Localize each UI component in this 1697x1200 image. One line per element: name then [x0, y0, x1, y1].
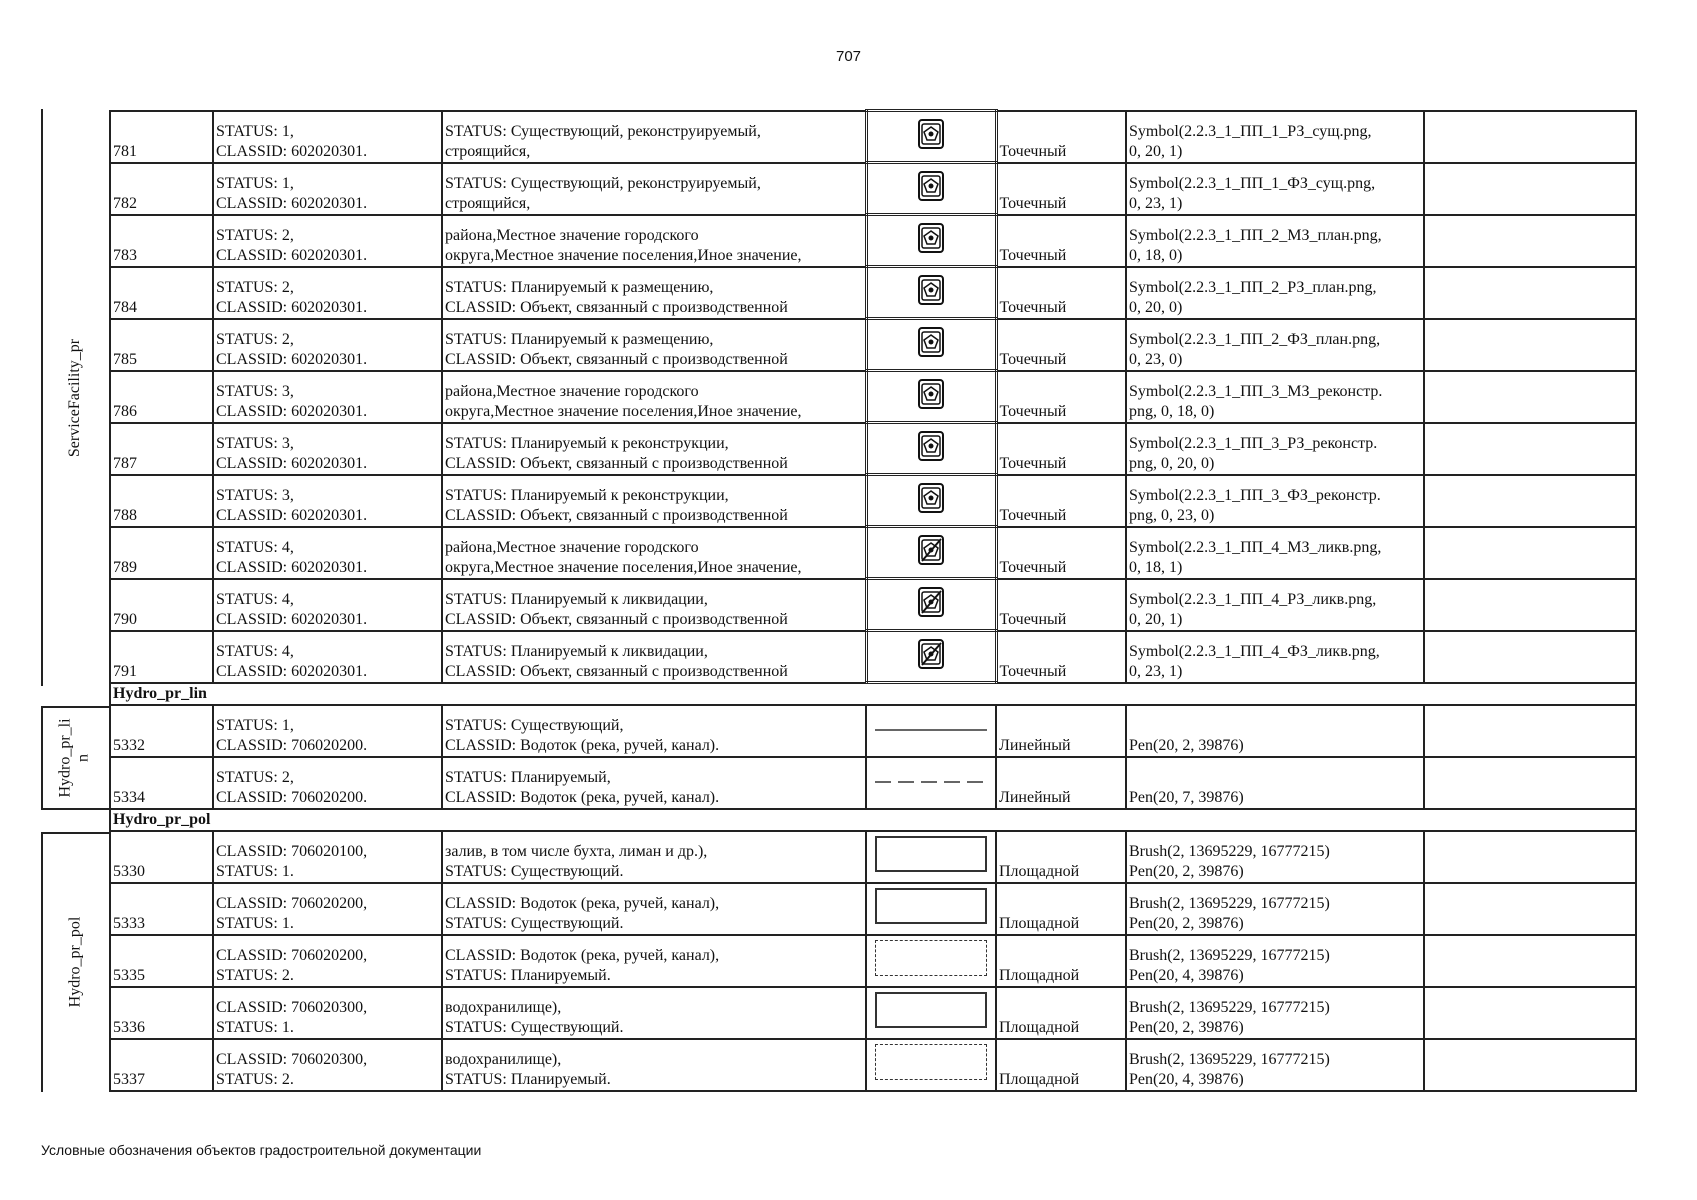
attribute-line-2: CLASSID: 602020301. [216, 402, 368, 420]
attribute-line-1: STATUS: 2, [216, 226, 294, 244]
attribute-line-1: STATUS: 2, [216, 769, 294, 786]
row-id: 790 [110, 579, 213, 631]
geometry-type: Точечный [996, 527, 1126, 579]
table-row [110, 527, 1636, 579]
building-icon [916, 242, 946, 259]
symbol-cell [866, 579, 996, 631]
description-cell [442, 475, 866, 527]
style-cell [1126, 579, 1424, 631]
description-cell [442, 111, 866, 163]
description-cell [442, 371, 866, 423]
description-cell [442, 319, 866, 371]
style-line-1 [1129, 768, 1421, 788]
empty-cell [1424, 371, 1636, 423]
table-row [110, 987, 1636, 1039]
style-cell [1126, 935, 1424, 987]
empty-cell [1424, 883, 1636, 935]
section-title: Hydro_pr_pol [110, 809, 1636, 831]
description-line-1: STATUS: Планируемый к размещению, [445, 278, 714, 296]
style-line-1: Brush(2, 13695229, 16777215) [1129, 1051, 1330, 1068]
table-row [110, 163, 1636, 215]
attribute-line-1: CLASSID: 706020300, [216, 999, 368, 1016]
style-line-1: Symbol(2.2.3_1_ПП_3_ФЗ_реконстр. [1129, 486, 1381, 504]
row-id: 5337 [110, 1039, 213, 1091]
symbol-cell [866, 111, 996, 163]
style-line-2: png, 0, 18, 0) [1129, 402, 1215, 420]
page-number: 707 [835, 48, 862, 65]
attribute-cell [213, 883, 442, 935]
style-line-1: Symbol(2.2.3_1_ПП_2_МЗ_план.png, [1129, 226, 1382, 244]
table-row [110, 757, 1636, 809]
attribute-line-2: CLASSID: 602020301. [216, 454, 368, 472]
style-cell [1126, 371, 1424, 423]
description-line-2: CLASSID: Водоток (река, ручей, канал). [445, 789, 720, 806]
table-row [110, 705, 1636, 757]
style-line-2: 0, 20, 1) [1129, 610, 1183, 628]
style-cell [1126, 267, 1424, 319]
description-line-2: STATUS: Существующий. [445, 863, 624, 880]
description-line-2: CLASSID: Объект, связанный с производственной [445, 350, 788, 368]
empty-cell [1424, 527, 1636, 579]
row-id: 785 [110, 319, 213, 371]
description-line-2: CLASSID: Объект, связанный с производственной [445, 454, 788, 472]
table-row [110, 371, 1636, 423]
style-line-1: Symbol(2.2.3_1_ПП_4_РЗ_ликв.png, [1129, 590, 1377, 608]
solid-area-icon [875, 911, 987, 928]
style-line-2: 0, 23, 0) [1129, 350, 1183, 368]
table-row [110, 111, 1636, 163]
style-line-2: Pen(20, 4, 39876) [1129, 1071, 1244, 1088]
description-line-1: STATUS: Существующий, реконструируемый, [445, 122, 761, 140]
dashed-area-icon [875, 963, 987, 980]
attribute-line-2: CLASSID: 602020301. [216, 610, 368, 628]
table-row [110, 423, 1636, 475]
row-id: 781 [110, 111, 213, 163]
description-line-1: STATUS: Планируемый к реконструкции, [445, 486, 729, 504]
description-cell [442, 215, 866, 267]
attribute-line-1: STATUS: 4, [216, 538, 294, 556]
attribute-line-1: STATUS: 1, [216, 122, 294, 140]
attribute-line-1: CLASSID: 706020200, [216, 947, 368, 964]
symbol-cell [866, 831, 996, 883]
geometry-type: Точечный [996, 475, 1126, 527]
attribute-cell [213, 319, 442, 371]
attribute-cell [213, 267, 442, 319]
solid-line-icon [873, 722, 989, 739]
description-cell [442, 883, 866, 935]
table-row [110, 319, 1636, 371]
attribute-line-2: STATUS: 2. [216, 1071, 294, 1088]
attribute-cell [213, 215, 442, 267]
style-cell [1126, 319, 1424, 371]
row-id: 783 [110, 215, 213, 267]
description-line-2: STATUS: Планируемый. [445, 967, 611, 984]
geometry-type: Точечный [996, 215, 1126, 267]
geometry-type: Точечный [996, 163, 1126, 215]
geometry-type: Точечный [996, 579, 1126, 631]
empty-cell [1424, 757, 1636, 809]
description-cell [442, 831, 866, 883]
attribute-cell [213, 111, 442, 163]
attribute-cell [213, 371, 442, 423]
style-line-2: Pen(20, 7, 39876) [1129, 789, 1244, 806]
geometry-type: Площадной [996, 935, 1126, 987]
hydro-pol-group-label: Hydro_pr_pol [66, 916, 83, 1008]
attribute-line-2: CLASSID: 602020301. [216, 298, 368, 316]
section-title: Hydro_pr_lin [110, 683, 1636, 706]
attribute-line-1: STATUS: 4, [216, 642, 294, 660]
description-line-2: STATUS: Существующий. [445, 915, 624, 932]
geometry-type: Точечный [996, 423, 1126, 475]
description-cell [442, 757, 866, 809]
attribute-cell [213, 1039, 442, 1091]
table-row [110, 831, 1636, 883]
symbol-cell [866, 319, 996, 371]
description-line-1: STATUS: Планируемый к ликвидации, [445, 642, 708, 660]
description-line-2: CLASSID: Объект, связанный с производственной [445, 662, 788, 680]
attribute-line-1: STATUS: 3, [216, 434, 294, 452]
attribute-line-1: STATUS: 2, [216, 330, 294, 348]
description-line-2: строящийся, [445, 142, 531, 160]
empty-cell [1424, 319, 1636, 371]
crossed-building-icon [916, 554, 946, 571]
attribute-line-1: CLASSID: 706020300, [216, 1051, 368, 1068]
style-line-2: Pen(20, 2, 39876) [1129, 737, 1244, 754]
attribute-line-2: CLASSID: 602020301. [216, 246, 368, 264]
symbol-cell [866, 527, 996, 579]
description-cell [442, 579, 866, 631]
geometry-type: Точечный [996, 319, 1126, 371]
description-line-2: округа,Местное значение поселения,Иное значение, [445, 558, 802, 576]
empty-cell [1424, 1039, 1636, 1091]
description-cell [442, 163, 866, 215]
style-line-1: Symbol(2.2.3_1_ПП_3_РЗ_реконстр. [1129, 434, 1378, 452]
style-cell [1126, 631, 1424, 683]
style-cell [1126, 1039, 1424, 1091]
attribute-line-2: STATUS: 2. [216, 967, 294, 984]
attribute-cell [213, 527, 442, 579]
geometry-type: Площадной [996, 987, 1126, 1039]
row-id: 787 [110, 423, 213, 475]
geometry-type: Точечный [996, 267, 1126, 319]
description-line-2: CLASSID: Объект, связанный с производственной [445, 506, 788, 524]
row-id: 5332 [110, 705, 213, 757]
symbol-cell [866, 163, 996, 215]
style-line-2: 0, 20, 1) [1129, 142, 1183, 160]
building-icon [916, 294, 946, 311]
row-id: 5335 [110, 935, 213, 987]
style-line-1: Brush(2, 13695229, 16777215) [1129, 895, 1330, 912]
style-line-1: Brush(2, 13695229, 16777215) [1129, 947, 1330, 964]
description-line-1: STATUS: Существующий, реконструируемый, [445, 174, 761, 192]
empty-cell [1424, 111, 1636, 163]
symbol-cell [866, 935, 996, 987]
style-line-2: 0, 23, 1) [1129, 194, 1183, 212]
attribute-line-1: STATUS: 3, [216, 382, 294, 400]
style-line-1: Brush(2, 13695229, 16777215) [1129, 843, 1330, 860]
attribute-cell [213, 987, 442, 1039]
attribute-line-1: STATUS: 1, [216, 717, 294, 734]
attribute-line-2: CLASSID: 602020301. [216, 142, 368, 160]
building-icon [916, 450, 946, 467]
symbol-cell [866, 267, 996, 319]
table-row [110, 883, 1636, 935]
description-line-2: строящийся, [445, 194, 531, 212]
description-line-2: округа,Местное значение поселения,Иное значение, [445, 402, 802, 420]
solid-area-icon [875, 859, 987, 876]
building-icon [916, 398, 946, 415]
row-id: 5334 [110, 757, 213, 809]
page-footer: Условные обозначения объектов градостроительной документации [41, 1142, 482, 1158]
style-line-2: Pen(20, 2, 39876) [1129, 915, 1244, 932]
symbol-cell [866, 475, 996, 527]
table-row [110, 631, 1636, 683]
description-line-1: района,Местное значение городского [445, 226, 699, 244]
row-id: 5333 [110, 883, 213, 935]
attribute-line-2: CLASSID: 602020301. [216, 350, 368, 368]
geometry-type: Точечный [996, 631, 1126, 683]
geometry-type: Площадной [996, 831, 1126, 883]
table-row [110, 1039, 1636, 1091]
crossed-building-icon [916, 658, 946, 675]
style-cell [1126, 883, 1424, 935]
attribute-cell [213, 475, 442, 527]
description-cell [442, 631, 866, 683]
geometry-type: Площадной [996, 883, 1126, 935]
style-line-2: 0, 20, 0) [1129, 298, 1183, 316]
style-line-2: 0, 23, 1) [1129, 662, 1183, 680]
style-line-2: png, 0, 23, 0) [1129, 506, 1215, 524]
table-row [110, 579, 1636, 631]
table-row [110, 935, 1636, 987]
style-cell [1126, 527, 1424, 579]
geometry-type: Точечный [996, 111, 1126, 163]
style-cell [1126, 475, 1424, 527]
style-line-1: Symbol(2.2.3_1_ПП_2_ФЗ_план.png, [1129, 330, 1381, 348]
style-line-2: Pen(20, 2, 39876) [1129, 1019, 1244, 1036]
hydro-lin-group-label: Hydro_pr_li n [57, 718, 93, 798]
description-line-1: STATUS: Планируемый к ликвидации, [445, 590, 708, 608]
style-line-1: Symbol(2.2.3_1_ПП_1_РЗ_сущ.png, [1129, 122, 1372, 140]
description-cell [442, 1039, 866, 1091]
description-line-1: STATUS: Планируемый к размещению, [445, 330, 714, 348]
row-id: 784 [110, 267, 213, 319]
empty-cell [1424, 631, 1636, 683]
style-line-2: Pen(20, 2, 39876) [1129, 863, 1244, 880]
description-line-1: STATUS: Существующий, [445, 717, 624, 734]
legend-table [109, 109, 1637, 1092]
symbol-cell [866, 215, 996, 267]
symbol-cell [866, 705, 996, 757]
section-header [110, 683, 1636, 706]
symbol-cell [866, 371, 996, 423]
style-line-2: 0, 18, 1) [1129, 558, 1183, 576]
empty-cell [1424, 215, 1636, 267]
attribute-cell [213, 935, 442, 987]
crossed-building-icon [916, 606, 946, 623]
row-id: 5330 [110, 831, 213, 883]
description-line-2: CLASSID: Водоток (река, ручей, канал). [445, 737, 720, 754]
solid-area-icon [875, 1015, 987, 1032]
attribute-line-1: CLASSID: 706020100, [216, 843, 368, 860]
style-line-1: Symbol(2.2.3_1_ПП_2_РЗ_план.png, [1129, 278, 1377, 296]
geometry-type: Линейный [996, 757, 1126, 809]
description-line-2: CLASSID: Объект, связанный с производственной [445, 298, 788, 316]
style-line-1: Symbol(2.2.3_1_ПП_1_ФЗ_сущ.png, [1129, 174, 1376, 192]
attribute-line-2: CLASSID: 602020301. [216, 506, 368, 524]
style-cell [1126, 757, 1424, 809]
style-cell [1126, 831, 1424, 883]
style-cell [1126, 215, 1424, 267]
symbol-cell [866, 1039, 996, 1091]
empty-cell [1424, 579, 1636, 631]
attribute-cell [213, 579, 442, 631]
description-line-1: STATUS: Планируемый к реконструкции, [445, 434, 729, 452]
building-icon [916, 346, 946, 363]
style-line-1 [1129, 716, 1421, 736]
description-line-1: CLASSID: Водоток (река, ручей, канал), [445, 947, 720, 964]
dashed-area-icon [875, 1067, 987, 1084]
row-id: 789 [110, 527, 213, 579]
attribute-line-1: STATUS: 1, [216, 174, 294, 192]
attribute-line-2: STATUS: 1. [216, 863, 294, 880]
style-line-1: Brush(2, 13695229, 16777215) [1129, 999, 1330, 1016]
description-line-1: STATUS: Планируемый, [445, 769, 611, 786]
attribute-line-2: STATUS: 1. [216, 915, 294, 932]
empty-cell [1424, 987, 1636, 1039]
description-line-1: района,Местное значение городского [445, 382, 699, 400]
style-cell [1126, 111, 1424, 163]
building-icon [916, 190, 946, 207]
empty-cell [1424, 475, 1636, 527]
symbol-cell [866, 631, 996, 683]
attribute-cell [213, 423, 442, 475]
geometry-type: Точечный [996, 371, 1126, 423]
description-line-2: STATUS: Планируемый. [445, 1071, 611, 1088]
description-line-1: залив, в том числе бухта, лиман и др.), [445, 843, 708, 860]
description-line-1: водохранилище), [445, 999, 562, 1016]
geometry-type: Линейный [996, 705, 1126, 757]
style-line-2: 0, 18, 0) [1129, 246, 1183, 264]
attribute-line-2: STATUS: 1. [216, 1019, 294, 1036]
description-line-2: STATUS: Существующий. [445, 1019, 624, 1036]
symbol-cell [866, 883, 996, 935]
attribute-line-1: STATUS: 4, [216, 590, 294, 608]
style-cell [1126, 705, 1424, 757]
empty-cell [1424, 163, 1636, 215]
description-cell [442, 527, 866, 579]
row-id: 782 [110, 163, 213, 215]
section-header [110, 809, 1636, 831]
description-cell [442, 423, 866, 475]
geometry-type: Площадной [996, 1039, 1126, 1091]
attribute-cell [213, 631, 442, 683]
service-group-label: ServiceFacility_pr [66, 338, 83, 457]
attribute-cell [213, 163, 442, 215]
style-line-1: Symbol(2.2.3_1_ПП_3_МЗ_реконстр. [1129, 382, 1383, 400]
table-row [110, 267, 1636, 319]
row-id: 788 [110, 475, 213, 527]
description-line-1: водохранилище), [445, 1051, 562, 1068]
attribute-line-2: CLASSID: 602020301. [216, 194, 368, 212]
attribute-line-2: CLASSID: 602020301. [216, 662, 368, 680]
empty-cell [1424, 935, 1636, 987]
description-line-1: района,Местное значение городского [445, 538, 699, 556]
description-line-2: округа,Местное значение поселения,Иное значение, [445, 246, 802, 264]
style-cell [1126, 423, 1424, 475]
attribute-cell [213, 831, 442, 883]
description-cell [442, 705, 866, 757]
style-line-1: Symbol(2.2.3_1_ПП_4_ФЗ_ликв.png, [1129, 642, 1380, 660]
description-line-1: CLASSID: Водоток (река, ручей, канал), [445, 895, 720, 912]
style-cell [1126, 987, 1424, 1039]
style-line-2: png, 0, 20, 0) [1129, 454, 1215, 472]
table-row [110, 475, 1636, 527]
attribute-line-2: CLASSID: 706020200. [216, 789, 368, 806]
row-id: 791 [110, 631, 213, 683]
attribute-line-1: STATUS: 2, [216, 278, 294, 296]
attribute-cell [213, 757, 442, 809]
row-id: 786 [110, 371, 213, 423]
description-line-2: CLASSID: Объект, связанный с производственной [445, 610, 788, 628]
empty-cell [1424, 423, 1636, 475]
attribute-line-2: CLASSID: 706020200. [216, 737, 368, 754]
description-cell [442, 935, 866, 987]
attribute-line-1: STATUS: 3, [216, 486, 294, 504]
building-icon [916, 138, 946, 155]
table-row [110, 215, 1636, 267]
description-cell [442, 987, 866, 1039]
description-cell [442, 267, 866, 319]
empty-cell [1424, 705, 1636, 757]
empty-cell [1424, 267, 1636, 319]
symbol-cell [866, 757, 996, 809]
dashed-line-icon [873, 774, 989, 791]
symbol-cell [866, 987, 996, 1039]
attribute-line-2: CLASSID: 602020301. [216, 558, 368, 576]
style-line-2: Pen(20, 4, 39876) [1129, 967, 1244, 984]
empty-cell [1424, 831, 1636, 883]
attribute-cell [213, 705, 442, 757]
attribute-line-1: CLASSID: 706020200, [216, 895, 368, 912]
style-line-1: Symbol(2.2.3_1_ПП_4_МЗ_ликв.png, [1129, 538, 1382, 556]
row-id: 5336 [110, 987, 213, 1039]
style-cell [1126, 163, 1424, 215]
building-icon [916, 502, 946, 519]
symbol-cell [866, 423, 996, 475]
